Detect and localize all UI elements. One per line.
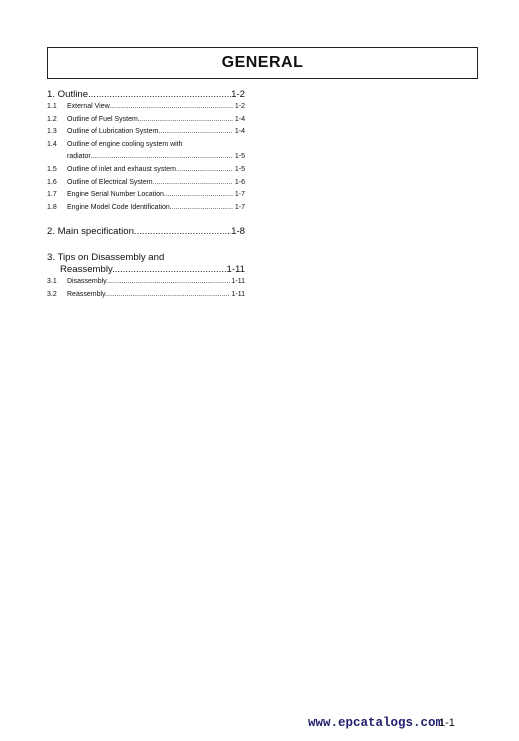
toc-subentry-label: Outline of inlet and exhaust system ..... [67,164,233,177]
toc-subentry-3-1[interactable] [47,276,245,289]
toc-section-2 [47,226,245,238]
toc-subentry-page: 1-4 [234,115,245,123]
toc-entry-main-specification[interactable] [47,226,245,238]
toc-subentry-label: Engine Model Code Identification ..... [67,202,233,215]
toc-subentry-line [47,139,245,152]
toc-subentry-label: Reassembly ..... [67,289,230,302]
toc-subentry-number: 1.2 [47,115,57,123]
toc-subentry-1-6[interactable] [47,177,245,190]
toc-subentry-label: Outline of Fuel System ..... [67,114,233,127]
toc-subentry-1-7[interactable] [47,189,245,202]
page-number: 1-1 [439,717,455,729]
toc-entry-page: 1-11 [226,264,245,276]
toc-subentry-page: 1-4 [234,128,245,136]
toc-entry-line-continued [47,264,245,276]
toc-subentry-number: 1.6 [47,178,57,186]
toc-subentry-label: Outline of engine cooling system with [67,140,183,148]
toc-entry-label: 2. Main specification ..... [47,226,231,238]
toc-entry-label: 3. Tips on Disassembly and [47,252,165,264]
toc-subentry-number: 1.8 [47,203,57,211]
toc-subentry-number: 1.7 [47,191,57,199]
toc-subentry-page: 1-2 [234,103,245,110]
toc-subentry-number: 3.2 [47,290,57,298]
spacer [47,238,245,252]
toc-subentry-page: 1-5 [234,165,245,173]
toc-entry-label: 1. Outline ..... [47,89,231,101]
toc-subentry-number: 1.4 [47,140,57,148]
toc-entry-page: 1-2 [231,89,245,100]
toc-subentry-1-2[interactable] [47,114,245,127]
section-title-box [47,47,478,79]
toc-entry-tips-disassembly-reassembly[interactable] [47,252,245,276]
toc-subentry-label: Outline of Lubrication System ..... [67,126,233,139]
toc-subentry-number: 1.3 [47,128,57,136]
toc-subentry-label: Outline of Electrical System ..... [67,177,233,190]
toc-subentry-label: radiator ..... [67,151,233,164]
toc-subentry-1-4[interactable] [47,139,245,164]
toc-subentry-page: 1-5 [234,153,245,161]
toc-subentry-number: 1.5 [47,165,57,173]
toc-subentry-1-3[interactable] [47,126,245,139]
toc-subentry-1-5[interactable] [47,164,245,177]
toc-subentry-1-8[interactable] [47,202,245,215]
toc-section-1 [47,89,245,214]
toc-subentry-label: Disassembly ..... [67,276,230,289]
toc-subentry-page: 1-6 [234,178,245,186]
toc-subentry-page: 1-7 [234,203,245,211]
spacer [47,214,245,226]
page-title: GENERAL [221,54,304,71]
toc-subentry-number: 3.1 [47,278,57,286]
toc-entry-label: Reassembly ..... [60,264,227,276]
toc-subentry-3-2[interactable] [47,289,245,302]
toc-subentry-label: Engine Serial Number Location ..... [67,189,233,202]
toc-entry-page: 1-8 [231,226,245,238]
toc-subentry-label: External View ..... [67,101,233,114]
toc-subentry-page: 1-11 [231,278,245,286]
toc-subentry-1-1[interactable] [47,101,245,114]
toc-subentry-page: 1-11 [231,290,245,298]
toc-subentry-number: 1.1 [47,103,57,110]
table-of-contents [47,89,245,302]
toc-subentry-page: 1-7 [234,191,245,199]
watermark-url[interactable]: www.epcatalogs.com [308,716,444,730]
toc-entry-outline[interactable] [47,89,245,101]
page-footer [308,716,455,730]
toc-subentry-line-continued [47,151,245,164]
toc-section-3 [47,252,245,301]
